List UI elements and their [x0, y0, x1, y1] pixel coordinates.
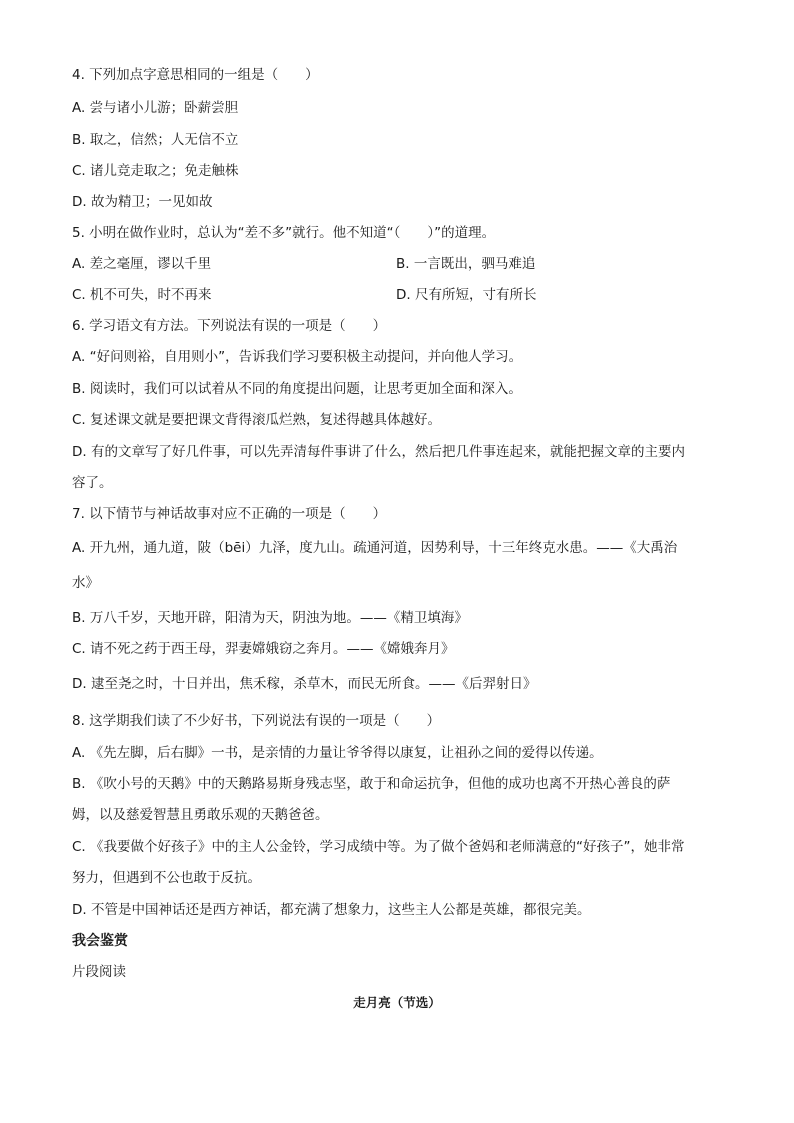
q6-option-c: C. 复述课文就是要把课文背得滚瓜烂熟，复述得越具体越好。	[72, 412, 442, 428]
q4-option-d: D. 故为精卫；一见如故	[72, 194, 213, 210]
q5-option-b: B. 一言既出，驷马难追	[396, 256, 536, 272]
q5-option-a: A. 差之毫厘，谬以千里	[72, 256, 212, 272]
q8-option-a: A. 《先左脚，后右脚》一书，是亲情的力量让爷爷得以康复，让祖孙之间的爱得以传递。	[72, 745, 603, 761]
q4-option-a: A. 尝与诸小儿游；卧薪尝胆	[72, 100, 239, 116]
q6-stem: 6. 学习语文有方法。下列说法有误的一项是（ ）	[72, 318, 387, 334]
q7-option-a-line2: 水》	[72, 575, 99, 591]
q7-stem: 7. 以下情节与神话故事对应不正确的一项是（ ）	[72, 506, 387, 522]
q8-option-b-line2: 姆，以及慈爱智慧且勇敢乐观的天鹅爸爸。	[72, 807, 329, 823]
q4-option-c: C. 诸儿竞走取之；免走触株	[72, 163, 239, 179]
passage-title: 走月亮（节选）	[353, 995, 441, 1010]
q7-option-a-line1: A. 开九州，通九道，陂（bēi）九泽，度九山。疏通河道，因势利导，十三年终克水患。——《大禹治	[72, 540, 678, 556]
section-subheading: 片段阅读	[72, 964, 126, 980]
section-heading: 我会鉴赏	[72, 933, 128, 949]
q5-stem: 5. 小明在做作业时，总认为“差不多”就行。他不知道“（ ）”的道理。	[72, 225, 496, 241]
q4-option-b: B. 取之，信然；人无信不立	[72, 132, 239, 148]
q8-option-b-line1: B. 《吹小号的天鹅》中的天鹅路易斯身残志坚，敢于和命运抗争，但他的成功也离不开热心善良的萨	[72, 776, 671, 792]
q5-option-c: C. 机不可失，时不再来	[72, 287, 212, 303]
q6-option-d-line1: D. 有的文章写了好几件事，可以先弄清每件事讲了什么，然后把几件事连起来，就能把握文章的主要内	[72, 444, 685, 460]
q6-option-a: A. “好问则裕，自用则小”，告诉我们学习要积极主动提问，并向他人学习。	[72, 349, 523, 365]
q6-option-b: B. 阅读时，我们可以试着从不同的角度提出问题，让思考更加全面和深入。	[72, 381, 522, 397]
q4-stem: 4. 下列加点字意思相同的一组是（ ）	[72, 67, 319, 83]
q8-stem: 8. 这学期我们读了不少好书，下列说法有误的一项是（ ）	[72, 713, 441, 729]
q7-option-c: C. 请不死之药于西王母，羿妻嫦娥窃之奔月。——《嫦娥奔月》	[72, 641, 455, 657]
q8-option-c-line1: C. 《我要做个好孩子》中的主人公金铃，学习成绩中等。为了做个爸妈和老师满意的“好孩子”，她非常	[72, 839, 685, 855]
q7-option-b: B. 万八千岁，天地开辟，阳清为天，阴浊为地。——《精卫填海》	[72, 610, 468, 626]
q8-option-c-line2: 努力，但遇到不公也敢于反抗。	[72, 870, 261, 886]
q8-option-d: D. 不管是中国神话还是西方神话，都充满了想象力，这些主人公都是英雄，都很完美。	[72, 902, 591, 918]
q7-option-d: D. 逮至尧之时，十日并出，焦禾稼，杀草木，而民无所食。——《后羿射日》	[72, 676, 537, 692]
q5-option-d: D. 尺有所短，寸有所长	[396, 287, 537, 303]
q6-option-d-line2: 容了。	[72, 475, 113, 491]
